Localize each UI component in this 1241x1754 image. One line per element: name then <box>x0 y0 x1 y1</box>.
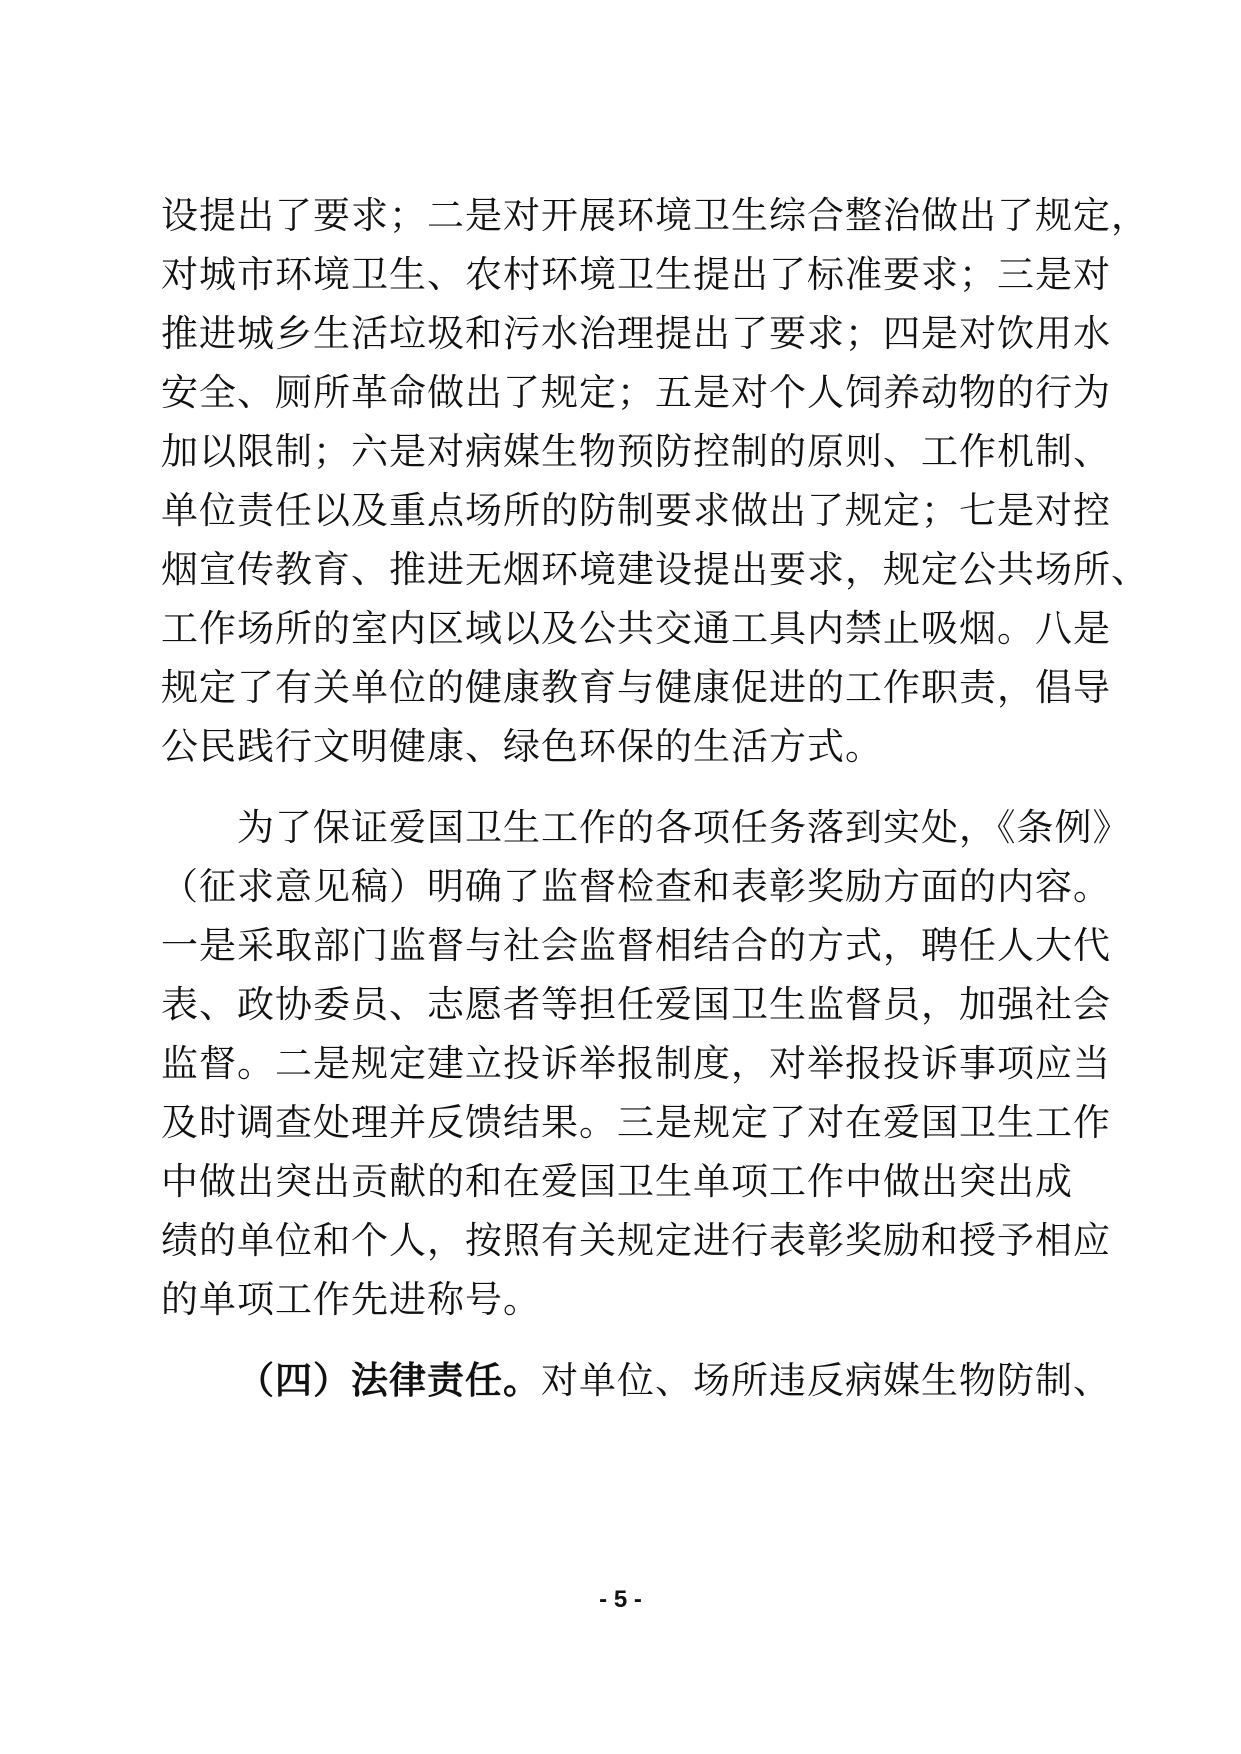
paragraph2-line-6: 及时调查处理并反馈结果。三是规定了对在爱国卫生工作 <box>161 1101 1111 1144</box>
paragraph1-line-2: 对城市环境卫生、农村环境卫生提出了标准要求；三是对 <box>161 253 1111 296</box>
paragraph2-line-8: 绩的单位和个人，按照有关规定进行表彰奖励和授予相应 <box>161 1219 1111 1262</box>
paragraph1-line-1: 设提出了要求；二是对开展环境卫生综合整治做出了规定， <box>161 194 1149 237</box>
paragraph2-line-5: 监督。二是规定建立投诉举报制度，对举报投诉事项应当 <box>161 1042 1111 1085</box>
paragraph1-line-5: 加以限制；六是对病媒生物预防控制的原则、工作机制、 <box>161 430 1111 473</box>
paragraph2-line-9: 的单项工作先进称号。 <box>161 1278 541 1321</box>
paragraph1-line-9: 规定了有关单位的健康教育与健康促进的工作职责，倡导 <box>161 666 1111 709</box>
paragraph1-line-4: 安全、厕所革命做出了规定；五是对个人饲养动物的行为 <box>161 371 1111 414</box>
paragraph1-line-3: 推进城乡生活垃圾和污水治理提出了要求；四是对饮用水 <box>161 312 1111 355</box>
paragraph3-text: 对单位、场所违反病媒生物防制、 <box>541 1359 1111 1402</box>
paragraph1-line-7: 烟宣传教育、推进无烟环境建设提出要求，规定公共场所、 <box>161 548 1149 591</box>
paragraph2-line-7: 中做出突出贡献的和在爱国卫生单项工作中做出突出成 <box>161 1160 1073 1203</box>
paragraph2-line-2: （征求意见稿）明确了监督检查和表彰奖励方面的内容。 <box>161 865 1111 908</box>
paragraph2-line-1: 为了保证爱国卫生工作的各项任务落到实处，《条例》 <box>237 806 1131 849</box>
paragraph1-line-10: 公民践行文明健康、绿色环保的生活方式。 <box>161 725 883 768</box>
paragraph1-line-6: 单位责任以及重点场所的防制要求做出了规定；七是对控 <box>161 489 1111 532</box>
paragraph2-line-4: 表、政协委员、志愿者等担任爱国卫生监督员，加强社会 <box>161 983 1111 1026</box>
section-heading: （四）法律责任。 <box>237 1359 541 1402</box>
page-number: - 5 - <box>599 1586 642 1613</box>
paragraph3-line-1 <box>237 1356 1111 1406</box>
paragraph1-line-8: 工作场所的室内区域以及公共交通工具内禁止吸烟。八是 <box>161 607 1111 650</box>
paragraph2-line-3: 一是采取部门监督与社会监督相结合的方式，聘任人大代 <box>161 924 1111 967</box>
